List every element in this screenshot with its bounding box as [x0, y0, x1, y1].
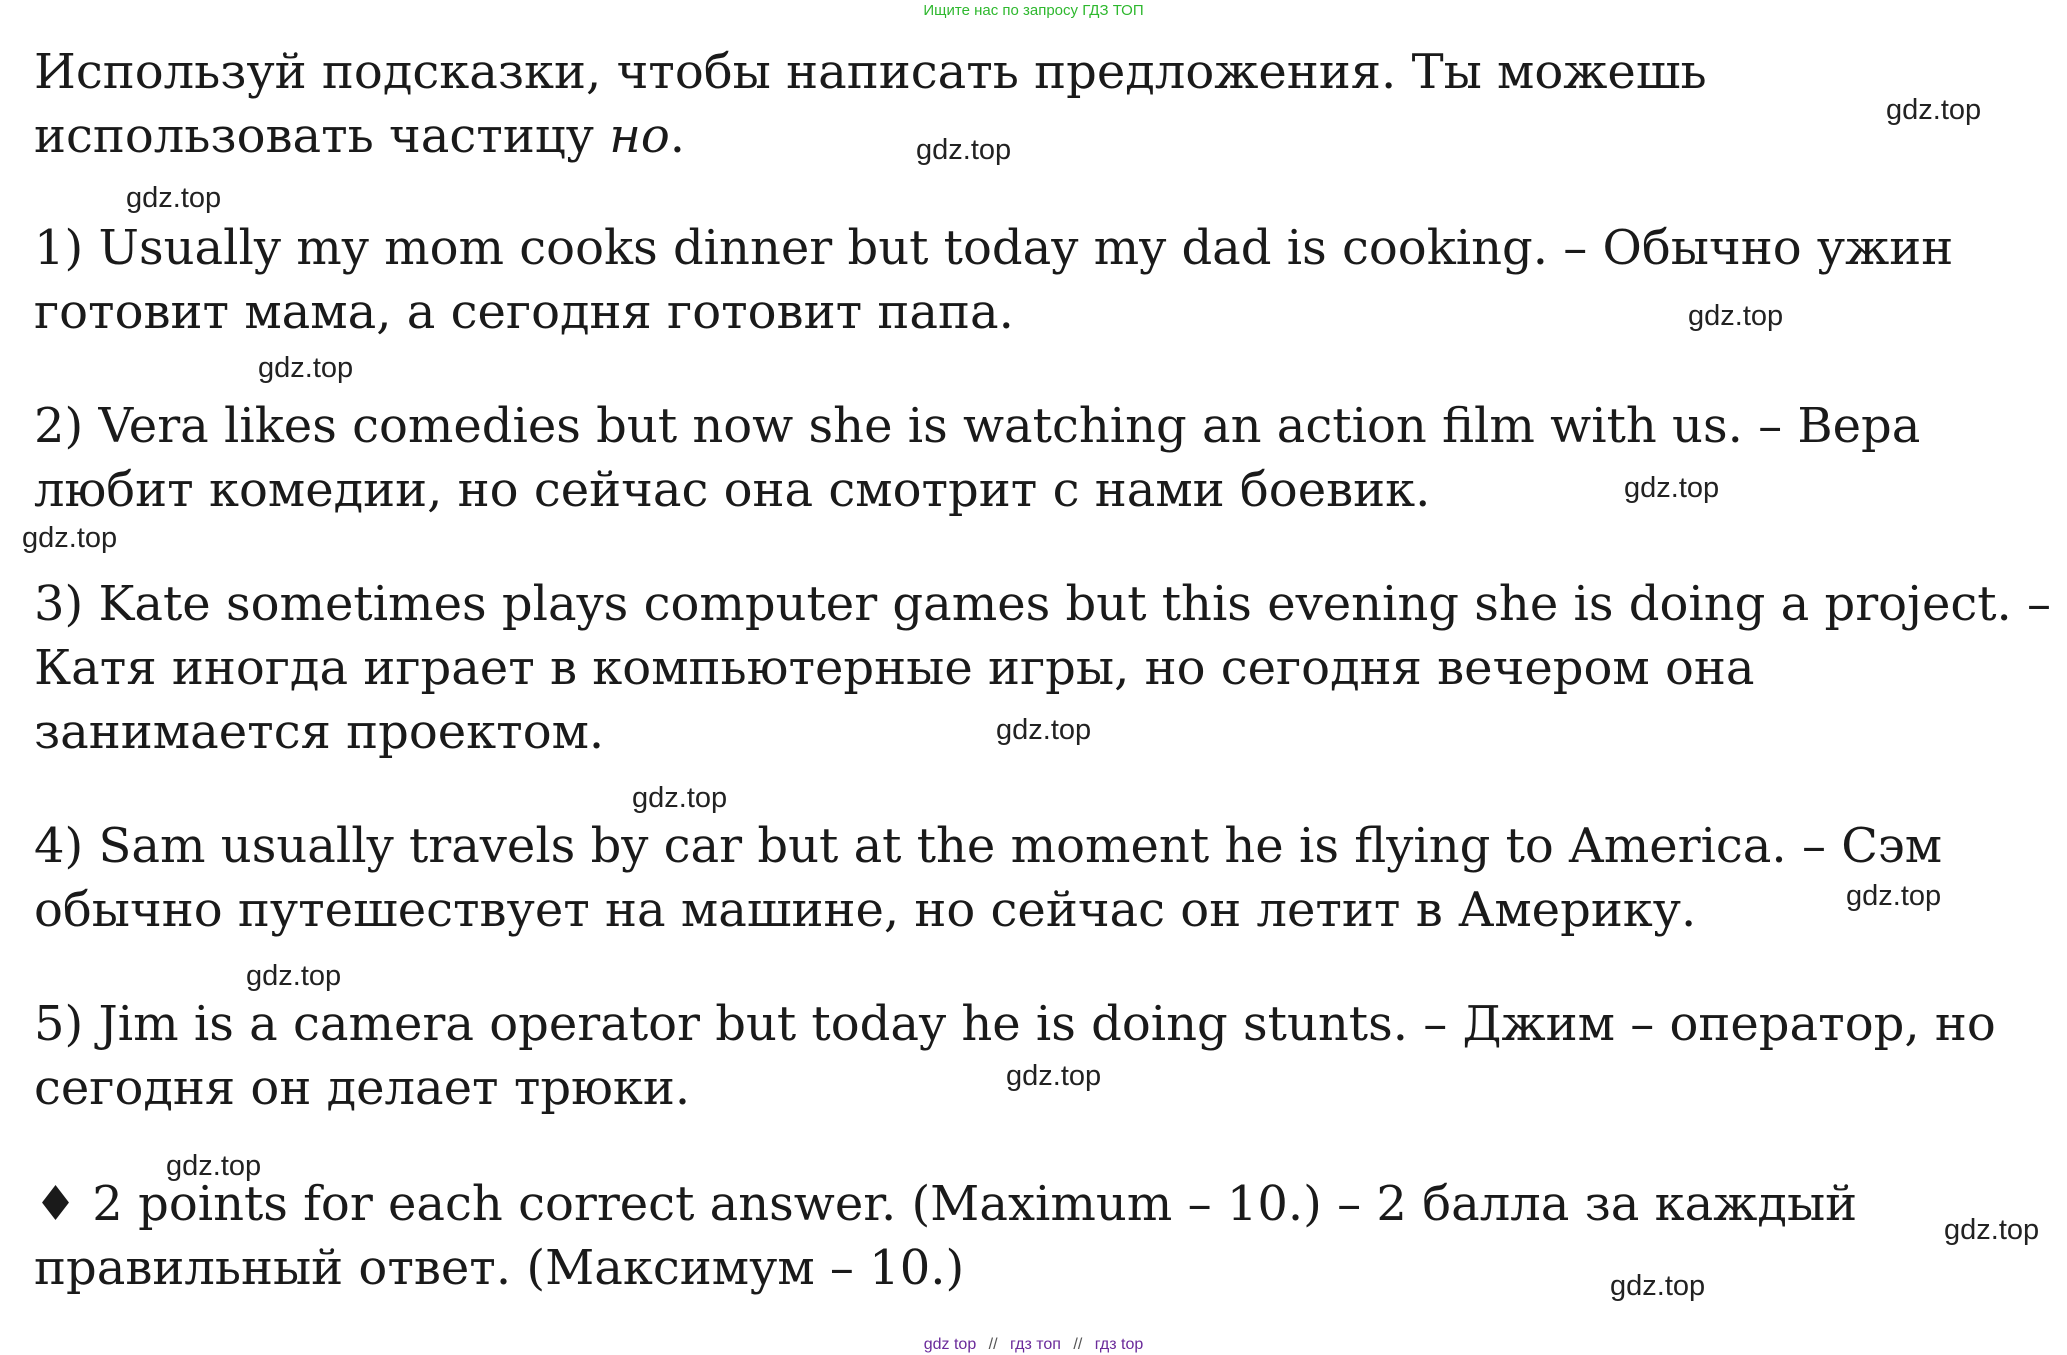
watermark: gdz.top: [1688, 300, 1784, 332]
watermark: gdz.top: [1944, 1214, 2040, 1246]
watermark: gdz.top: [1610, 1270, 1706, 1302]
document-body: [34, 40, 2054, 1300]
watermark: gdz.top: [996, 714, 1092, 746]
watermark: gdz.top: [166, 1150, 262, 1182]
answer-5: 5) Jim is a camera operator but today he is doing stunts. – Джим – оператор, но сегодня он делает трюки.: [34, 996, 1996, 1116]
watermark: gdz.top: [22, 522, 118, 554]
scoring-note: ♦ 2 points for each correct answer. (Maximum – 10.) – 2 балла за каждый правильный ответ. (Максимум – 10.): [34, 1176, 1858, 1296]
footer-link-3[interactable]: гдз top: [1094, 1336, 1144, 1353]
instruction: [34, 40, 2054, 168]
answer-1: 1) Usually my mom cooks dinner but today my dad is cooking. – Обычно ужин готовит мама, а сегодня готовит папа.: [34, 220, 1954, 340]
watermark: gdz.top: [632, 782, 728, 814]
footer-link-2[interactable]: гдз топ: [1010, 1336, 1061, 1353]
top-banner: Ищите нас по запросу ГДЗ ТОП: [923, 2, 1144, 19]
watermark: gdz.top: [916, 134, 1012, 166]
instruction-text: Используй подсказки, чтобы написать предложения. Ты можешь использовать частицу: [34, 44, 1707, 164]
footer-link-1[interactable]: gdz top: [923, 1336, 977, 1353]
watermark: gdz.top: [1624, 472, 1720, 504]
footer-separator: //: [988, 1336, 998, 1353]
answer-3: 3) Kate sometimes plays computer games but this evening she is doing a project. – Катя иногда играет в компьютерные игры, но сегодня вечером она занимается проектом.: [34, 576, 2052, 760]
footer-links: [0, 1336, 2067, 1354]
instruction-end: .: [669, 108, 685, 164]
watermark: gdz.top: [1846, 880, 1942, 912]
watermark: gdz.top: [258, 352, 354, 384]
watermark: gdz.top: [1886, 94, 1982, 126]
watermark: gdz.top: [1006, 1060, 1102, 1092]
instruction-italic: но: [609, 108, 670, 164]
footer-separator: //: [1073, 1336, 1083, 1353]
answer-4: 4) Sam usually travels by car but at the moment he is flying to America. – Сэм обычно путешествует на машине, но сейчас он летит в Америку.: [34, 818, 1943, 938]
watermark: gdz.top: [126, 182, 222, 214]
watermark: gdz.top: [246, 960, 342, 992]
answer-2: 2) Vera likes comedies but now she is watching an action film with us. – Вера любит комедии, но сейчас она смотрит с нами боевик.: [34, 398, 1921, 518]
